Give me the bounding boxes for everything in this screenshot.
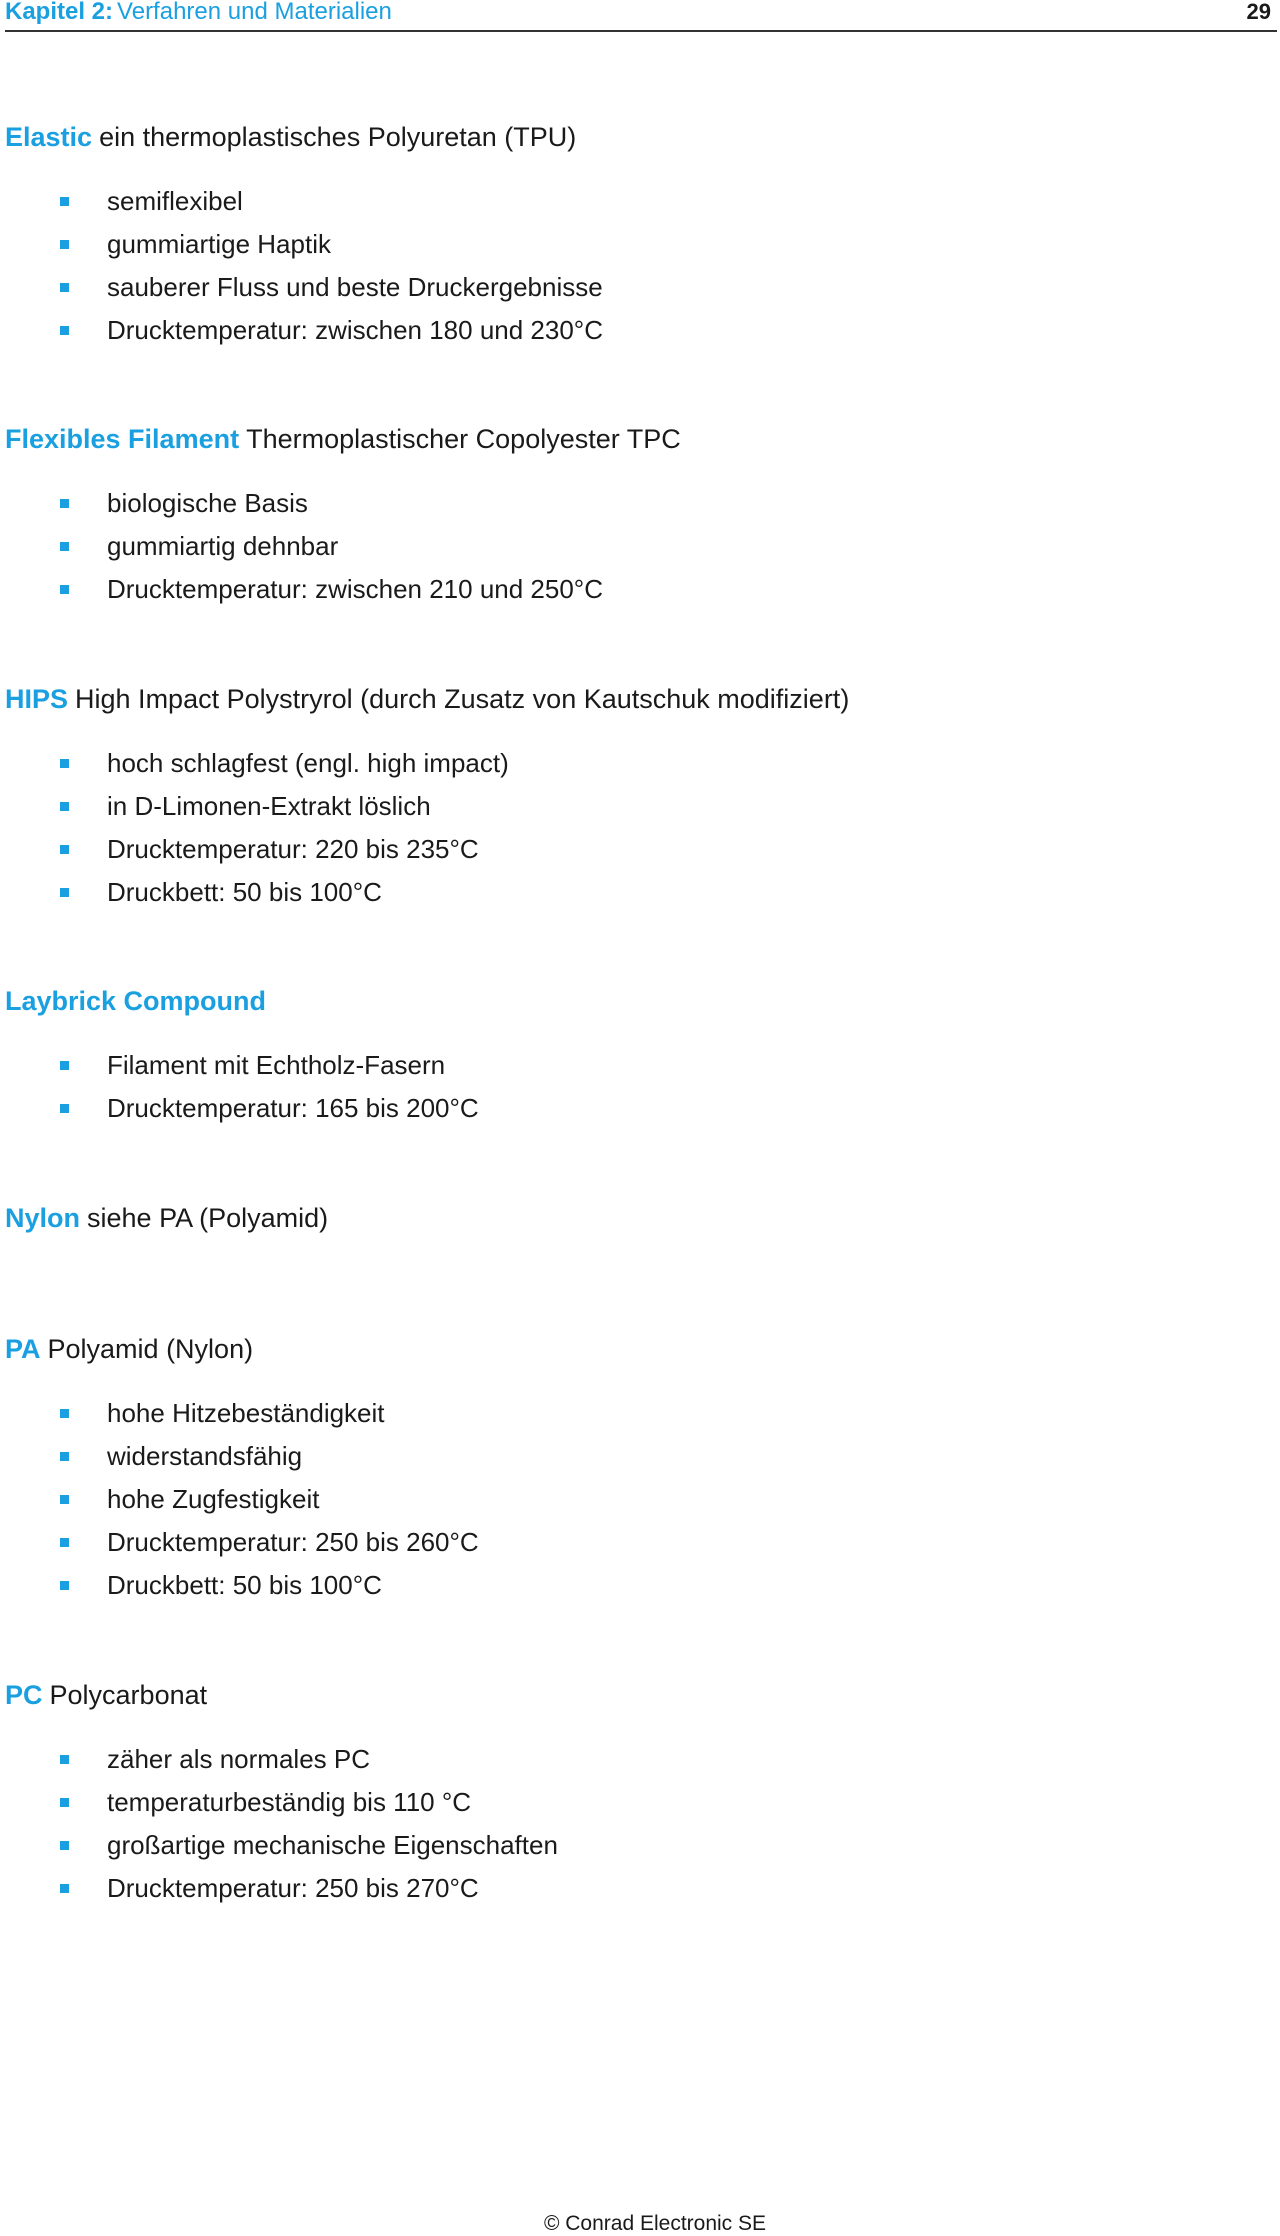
list-item-text: hohe Hitzebeständigkeit [107, 1398, 385, 1428]
square-bullet-icon [60, 283, 69, 292]
list-item-text: Drucktemperatur: zwischen 210 und 250°C [107, 574, 603, 604]
section-description: Polyamid (Nylon) [47, 1334, 254, 1364]
section-term: Flexibles Filament [5, 424, 240, 454]
list-item [5, 785, 849, 828]
square-bullet-icon [60, 802, 69, 811]
list-item [5, 1738, 558, 1781]
list-item-text: Drucktemperatur: 250 bis 260°C [107, 1527, 479, 1557]
list-item [5, 180, 603, 223]
list-item-text: zäher als normales PC [107, 1744, 370, 1774]
section-term: Nylon [5, 1203, 81, 1233]
section-pa [5, 1332, 479, 1607]
chapter-label: Kapitel 2: [5, 0, 114, 25]
bullet-list [5, 1392, 479, 1607]
section-description: siehe PA (Polyamid) [87, 1203, 329, 1233]
section-term: PC [5, 1680, 43, 1710]
list-item [5, 1824, 558, 1867]
list-item [5, 1781, 558, 1824]
bullet-list [5, 482, 681, 611]
page-header [5, 0, 1277, 32]
square-bullet-icon [60, 499, 69, 508]
list-item [5, 742, 849, 785]
list-item [5, 871, 849, 914]
list-item [5, 266, 603, 309]
page-number: 29 [1246, 0, 1271, 24]
square-bullet-icon [60, 1409, 69, 1418]
list-item [5, 1521, 479, 1564]
section-flexibles-filament [5, 422, 681, 611]
section-laybrick-compound [5, 984, 479, 1130]
list-item-text: temperaturbeständig bis 110 °C [107, 1787, 472, 1817]
list-item [5, 223, 603, 266]
list-item-text: semiflexibel [107, 186, 243, 216]
list-item [5, 1435, 479, 1478]
section-heading [5, 1332, 479, 1366]
square-bullet-icon [60, 326, 69, 335]
list-item [5, 1044, 479, 1087]
list-item-text: in D-Limonen-Extrakt löslich [107, 791, 431, 821]
section-term: PA [5, 1334, 41, 1364]
square-bullet-icon [60, 1061, 69, 1070]
square-bullet-icon [60, 888, 69, 897]
list-item [5, 1392, 479, 1435]
list-item-text: hohe Zugfestigkeit [107, 1484, 320, 1514]
section-heading [5, 120, 603, 154]
section-heading [5, 984, 479, 1018]
page-footer [0, 2212, 1280, 2236]
list-item-text: gummiartige Haptik [107, 229, 331, 259]
section-heading [5, 422, 681, 456]
section-term: Elastic [5, 122, 93, 152]
square-bullet-icon [60, 197, 69, 206]
square-bullet-icon [60, 759, 69, 768]
square-bullet-icon [60, 1538, 69, 1547]
section-term: Laybrick Compound [5, 986, 267, 1016]
section-description: Polycarbonat [49, 1680, 208, 1710]
list-item [5, 482, 681, 525]
list-item-text: hoch schlagfest (engl. high impact) [107, 748, 509, 778]
square-bullet-icon [60, 1452, 69, 1461]
list-item-text: gummiartig dehnbar [107, 531, 339, 561]
square-bullet-icon [60, 1798, 69, 1807]
bullet-list [5, 742, 849, 914]
list-item [5, 568, 681, 611]
list-item-text: Drucktemperatur: 165 bis 200°C [107, 1093, 479, 1123]
square-bullet-icon [60, 1495, 69, 1504]
section-heading [5, 1201, 328, 1235]
list-item-text: Druckbett: 50 bis 100°C [107, 1570, 382, 1600]
square-bullet-icon [60, 1841, 69, 1850]
section-pc [5, 1678, 558, 1910]
section-heading [5, 1678, 558, 1712]
square-bullet-icon [60, 1755, 69, 1764]
section-description: High Impact Polystryrol (durch Zusatz von Kautschuk modifiziert) [75, 684, 850, 714]
list-item-text: widerstandsfähig [107, 1441, 303, 1471]
section-term: HIPS [5, 684, 69, 714]
section-nylon [5, 1201, 328, 1235]
section-description: Thermoplastischer Copolyester TPC [246, 424, 681, 454]
list-item [5, 309, 603, 352]
list-item-text: großartige mechanische Eigenschaften [107, 1830, 558, 1860]
list-item-text: Druckbett: 50 bis 100°C [107, 877, 382, 907]
list-item-text: biologische Basis [107, 488, 308, 518]
section-elastic [5, 120, 603, 352]
square-bullet-icon [60, 1884, 69, 1893]
list-item-text: sauberer Fluss und beste Druckergebnisse [107, 272, 603, 302]
list-item [5, 1478, 479, 1521]
list-item [5, 828, 849, 871]
list-item-text: Drucktemperatur: zwischen 180 und 230°C [107, 315, 603, 345]
chapter-title: Verfahren und Materialien [117, 0, 392, 25]
square-bullet-icon [60, 542, 69, 551]
square-bullet-icon [60, 240, 69, 249]
list-item [5, 525, 681, 568]
copyright-text: © Conrad Electronic SE [543, 2212, 767, 2235]
section-hips [5, 682, 849, 914]
square-bullet-icon [60, 1104, 69, 1113]
list-item-text: Drucktemperatur: 220 bis 235°C [107, 834, 479, 864]
list-item-text: Filament mit Echtholz-Fasern [107, 1050, 446, 1080]
section-description: ein thermoplastisches Polyuretan (TPU) [99, 122, 577, 152]
bullet-list [5, 180, 603, 352]
chapter-heading [5, 0, 392, 26]
list-item-text: Drucktemperatur: 250 bis 270°C [107, 1873, 479, 1903]
list-item [5, 1564, 479, 1607]
square-bullet-icon [60, 1581, 69, 1590]
bullet-list [5, 1738, 558, 1910]
bullet-list [5, 1044, 479, 1130]
list-item [5, 1087, 479, 1130]
list-item [5, 1867, 558, 1910]
square-bullet-icon [60, 845, 69, 854]
square-bullet-icon [60, 585, 69, 594]
section-heading [5, 682, 849, 716]
